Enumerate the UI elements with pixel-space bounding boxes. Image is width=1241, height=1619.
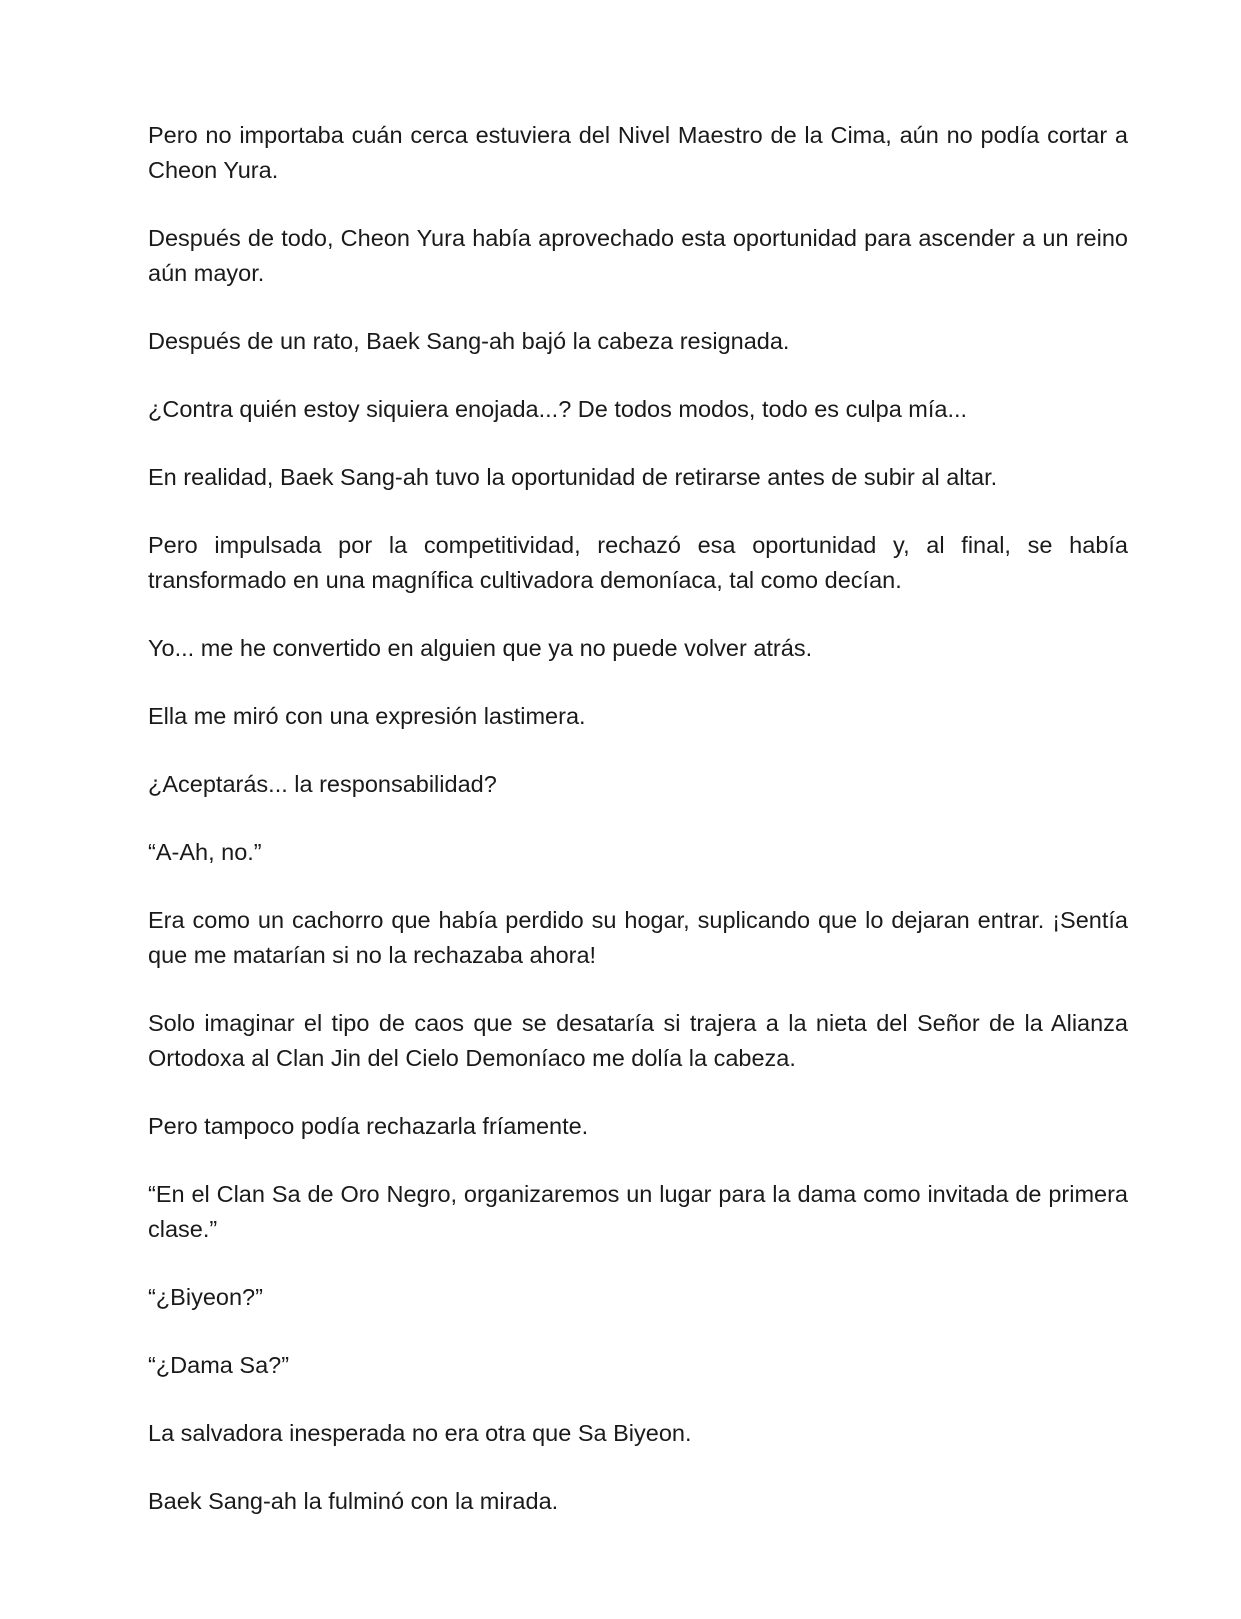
paragraph: Pero no importaba cuán cerca estuviera del Nivel Maestro de la Cima, aún no podía cortar a Cheon Yura. [148, 122, 1128, 183]
paragraph: Después de todo, Cheon Yura había aprovechado esta oportunidad para ascender a un reino aún mayor. [148, 225, 1128, 286]
paragraph: Ella me miró con una expresión lastimera. [148, 703, 586, 729]
paragraph: ¿Aceptarás... la responsabilidad? [148, 771, 497, 797]
paragraph: En realidad, Baek Sang-ah tuvo la oportunidad de retirarse antes de subir al altar. [148, 464, 998, 490]
paragraph: Pero tampoco podía rechazarla fríamente. [148, 1113, 589, 1139]
paragraph: Era como un cachorro que había perdido su hogar, suplicando que lo dejaran entrar. ¡Sentía que me matarían si no la rechazaba ahora! [148, 907, 1128, 968]
document-body [148, 118, 1128, 1519]
paragraph: “En el Clan Sa de Oro Negro, organizaremos un lugar para la dama como invitada de primera clase.” [148, 1181, 1128, 1242]
paragraph: Solo imaginar el tipo de caos que se desataría si trajera a la nieta del Señor de la Alianza Ortodoxa al Clan Jin del Cielo Demoníaco me dolía la cabeza. [148, 1010, 1128, 1071]
paragraph: Pero impulsada por la competitividad, rechazó esa oportunidad y, al final, se había transformado en una magnífica cultivadora demoníaca, tal como decían. [148, 532, 1128, 593]
paragraph: Yo... me he convertido en alguien que ya no puede volver atrás. [148, 635, 813, 661]
paragraph: Después de un rato, Baek Sang-ah bajó la cabeza resignada. [148, 328, 790, 354]
paragraph: Baek Sang-ah la fulminó con la mirada. [148, 1488, 559, 1514]
paragraph: “A-Ah, no.” [148, 839, 262, 865]
paragraph: ¿Contra quién estoy siquiera enojada...? De todos modos, todo es culpa mía... [148, 396, 968, 422]
paragraph: La salvadora inesperada no era otra que Sa Biyeon. [148, 1420, 692, 1446]
paragraph: “¿Biyeon?” [148, 1284, 263, 1310]
paragraph: “¿Dama Sa?” [148, 1352, 290, 1378]
